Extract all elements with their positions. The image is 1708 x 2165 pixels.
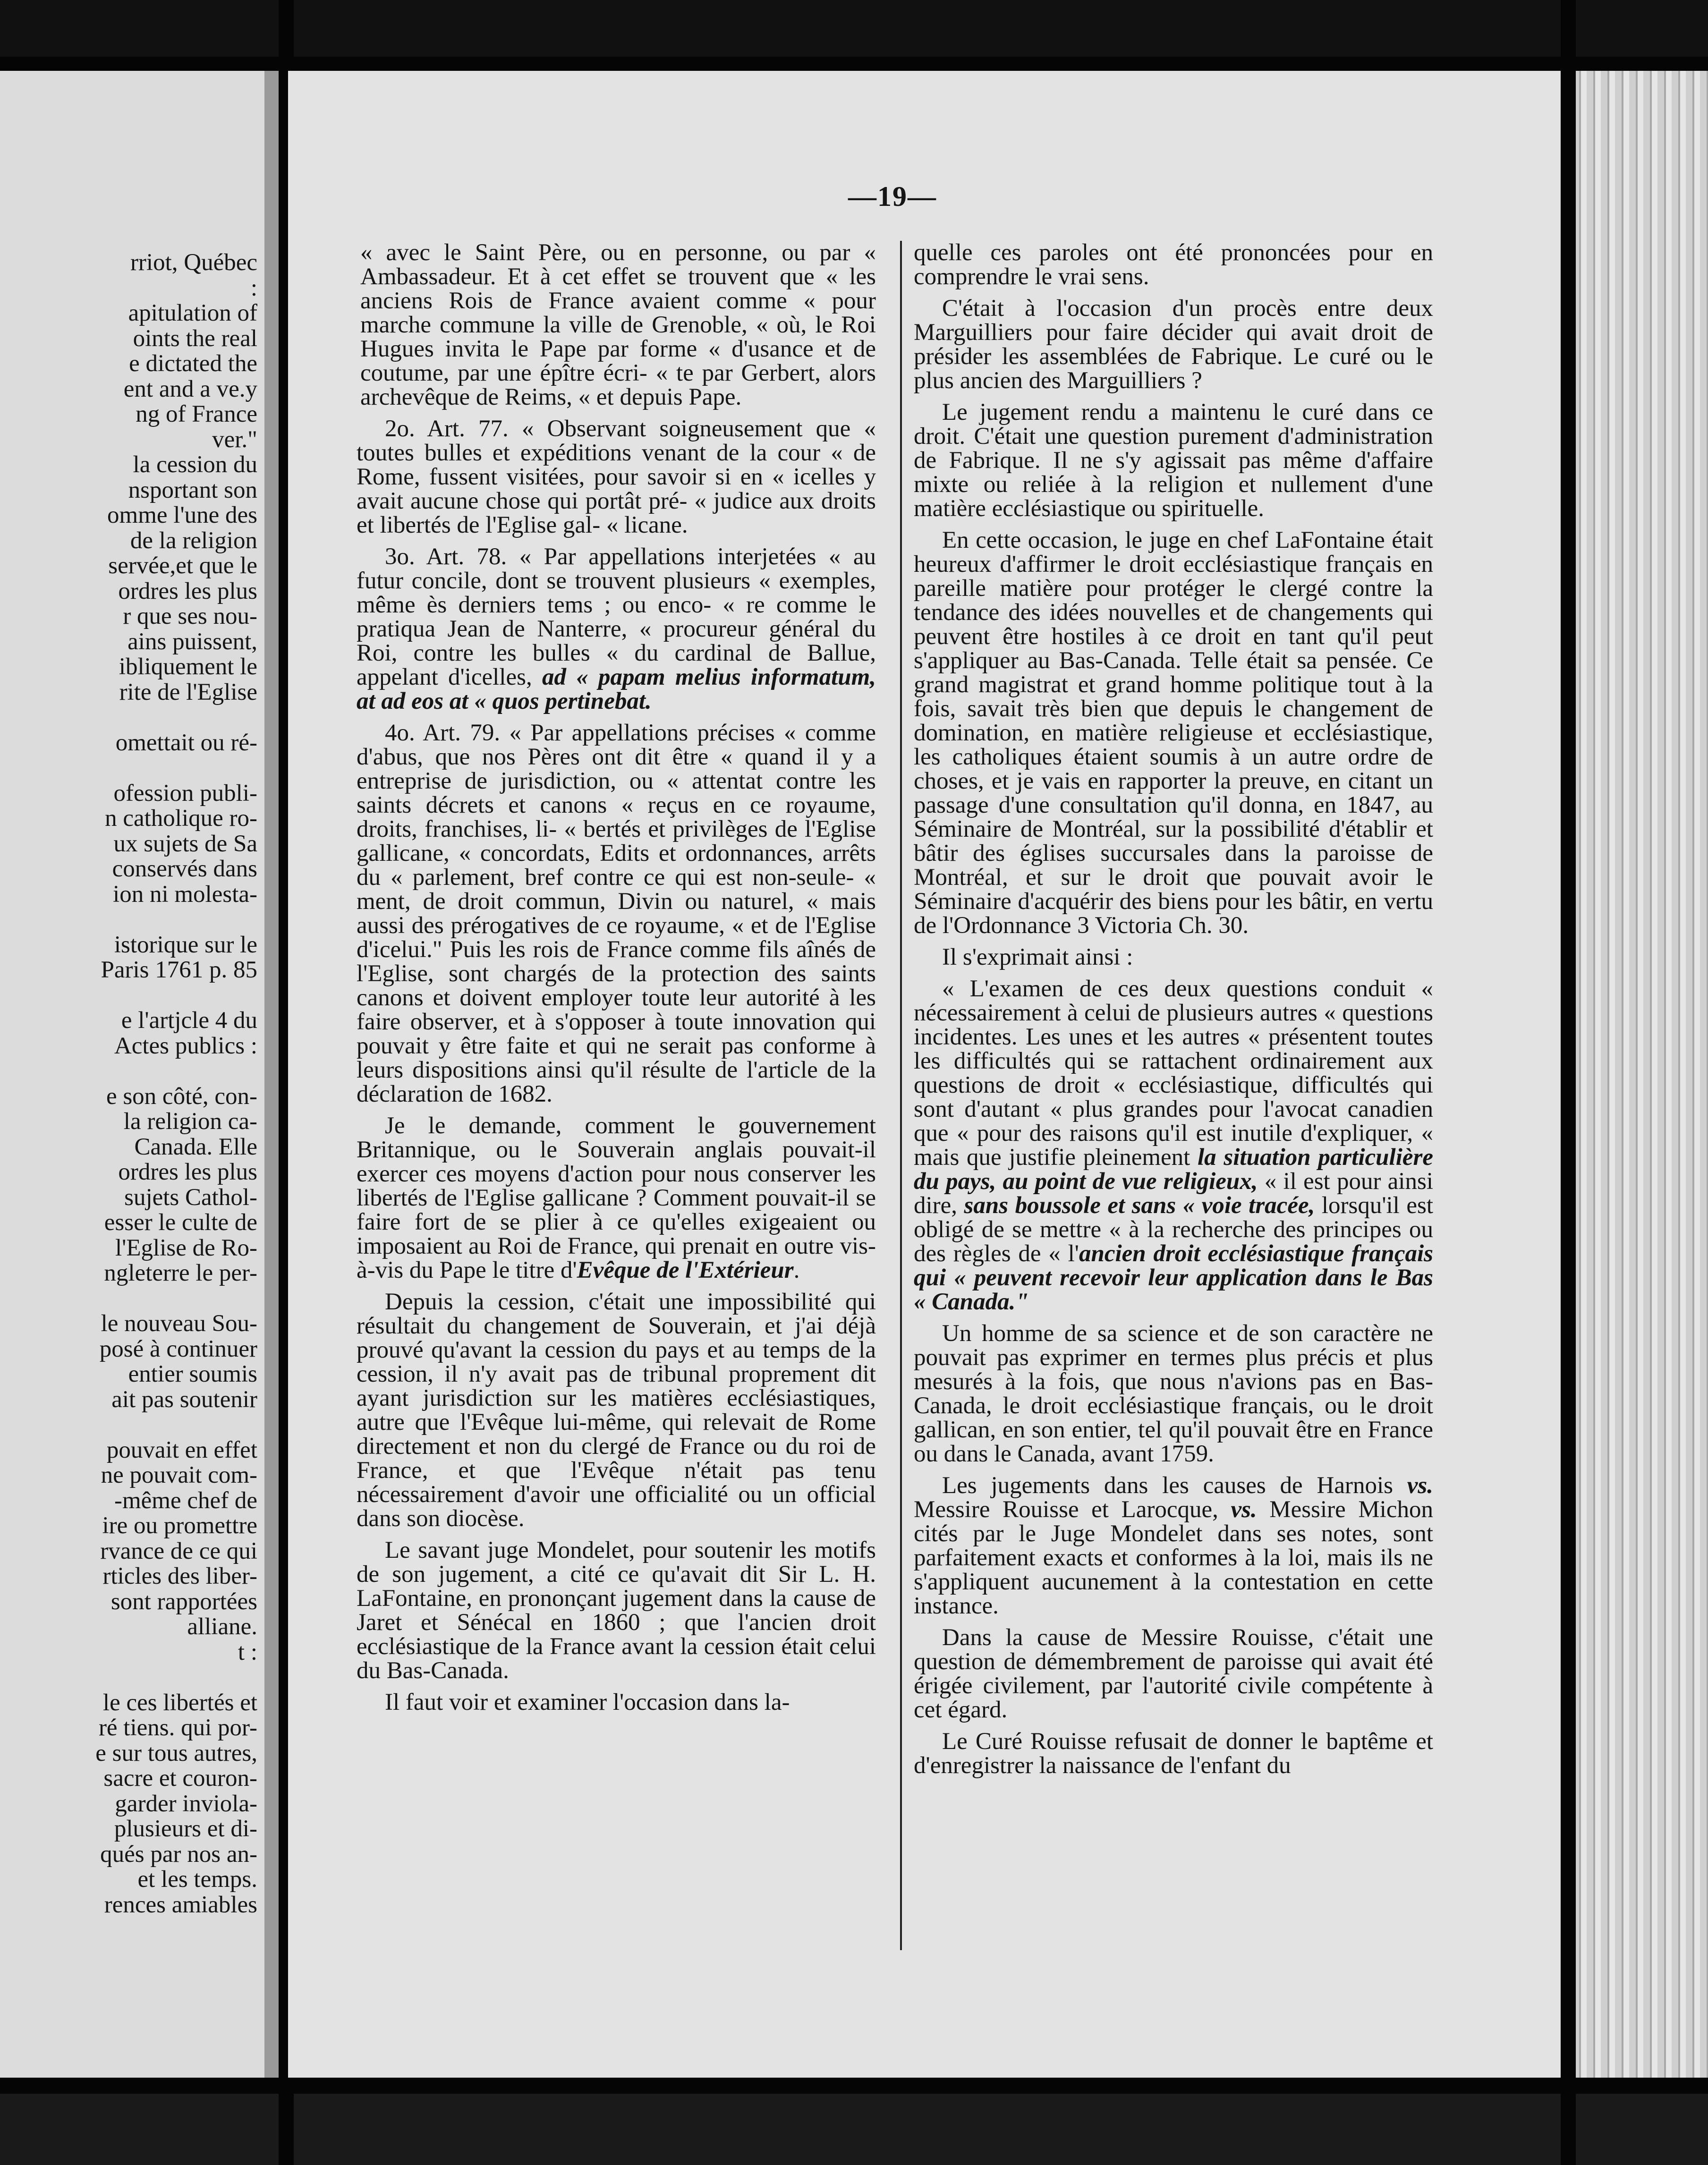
- fragment-line: rite de l'Eglise: [119, 679, 257, 705]
- paragraph: [914, 977, 1433, 1314]
- paragraph: Le jugement rendu a maintenu le curé dans ce droit. C'était une question purement d'administration de Fabrique. Il ne s'y agissait pas même d'affaire mixte ou reliée à la religion et nullement d'une matière ecclésiastique ou spirituelle.: [914, 399, 1433, 522]
- fragment-line: ibliquement le: [119, 654, 257, 680]
- fragment-line: nsportant son: [128, 476, 257, 503]
- fragment-line: e sur tous autres,: [95, 1740, 257, 1766]
- fragment-line: ordres les plus: [118, 577, 257, 604]
- film-frame-divider-right: [1561, 0, 1576, 2165]
- text-run: Messire Rouisse et Larocque,: [914, 1496, 1218, 1523]
- paragraph: « avec le Saint Père, ou en personne, ou par « Ambassadeur. Et à cet effet se trouvent que « les anciens Rois de France avaient comme « pour marche commune la ville de Grenoble, « où, le Roi Hugues invita le Pape par forme « d'usance et de coutume, par une épître écri- « te par Gerbert, alors archevêque de Reims, « et depuis Pape.: [360, 239, 876, 410]
- fragment-line: ng of France: [136, 401, 257, 427]
- fragment-line: istorique sur le: [114, 931, 257, 958]
- fragment-line: pouvait en effet: [106, 1436, 257, 1463]
- fragment-line: ngleterre le per-: [104, 1260, 257, 1286]
- emphasis: vs.: [1407, 1472, 1434, 1499]
- fragment-line: [0, 1665, 257, 1690]
- fragment-line: garder inviola-: [115, 1790, 257, 1817]
- fragment-line: rriot, Québec: [130, 249, 257, 276]
- fragment-line: ordres les plus: [118, 1159, 257, 1185]
- fragment-line: rences amiables: [104, 1891, 257, 1918]
- fragment-line: apitulation of: [128, 300, 257, 326]
- emphasis: la situation particulière du pays, au point de vue religieux,: [914, 1144, 1433, 1195]
- paragraph: Dans la cause de Messire Rouisse, c'était une question de démembrement de paroisse qui avait été érigée civilement, par l'autorité civile compétente à cet égard.: [914, 1624, 1433, 1723]
- fragment-line: ux sujets de Sa: [113, 830, 257, 857]
- text-run: « il est pour ainsi dire,: [914, 1168, 1433, 1219]
- fragment-line: ne pouvait com-: [101, 1462, 257, 1488]
- fragment-line: omettait ou ré-: [115, 729, 257, 756]
- fragment-line: [0, 907, 257, 933]
- emphasis: sans boussole et sans « voie tracée,: [964, 1192, 1315, 1219]
- fragment-line: t :: [238, 1639, 257, 1665]
- fragment-line: ion ni molesta-: [113, 881, 257, 908]
- fragment-line: oints the real: [133, 325, 257, 352]
- fragment-line: e l'artjcle 4 du: [121, 1007, 257, 1034]
- fragment-line: conservés dans: [112, 856, 257, 882]
- film-edge-bottom: [0, 2078, 1708, 2094]
- paragraph: quelle ces paroles ont été prononcées pour en comprendre le vrai sens.: [914, 239, 1433, 290]
- paragraph: [914, 1474, 1433, 1618]
- film-edge-top: [0, 57, 1708, 73]
- fragment-line: et les temps.: [137, 1866, 257, 1893]
- fragment-line: [0, 705, 257, 730]
- paragraph: Depuis la cession, c'était une impossibilité qui résultait du changement de Souverain, et j'ai déjà prouvé qu'avant la cession du pays et au temps de la cession, il n'y avait pas de tribunal proprement dit ayant jurisdiction sur les matières ecclésiastiques, autre que l'Evêque lui-même, qui relevait de Rome directement et non du clergé de France ou du roi de France, et que l'Evêque n'était pas tenu nécessairement d'avoir une officialité ou un official dans son diocèse.: [357, 1289, 876, 1532]
- fragment-line: la religion ca-: [123, 1108, 257, 1135]
- book-page-edges: [1572, 71, 1708, 2078]
- fragment-line: [0, 1286, 257, 1312]
- fragment-line: rticles des liber-: [102, 1563, 257, 1589]
- text-run: Je le demande, comment le gouvernement Britannique, ou le Souverain anglais pouvait-il exercer ces moyens d'action pour nous conserver les libertés de l'Eglise gallicane ? Comment pouvait-il se faire fort de se plier à ce qu'elles exigeaient ou imposaient au Roi de France, qui prenait en outre vis-à-vis du Pape le titre d': [357, 1112, 876, 1283]
- fragment-line: r que ses nou-: [123, 603, 257, 629]
- left-page-fragment: [0, 71, 264, 2078]
- fragment-line: esser le culte de: [104, 1209, 257, 1236]
- fragment-line: le nouveau Sou-: [101, 1310, 257, 1337]
- fragment-line: n catholique ro-: [105, 805, 257, 832]
- fragment-line: ait pas soutenir: [111, 1386, 257, 1413]
- fragment-line: Canada. Elle: [134, 1133, 257, 1160]
- fragment-line: ent and a ve.y: [123, 375, 257, 402]
- fragment-line: alliane.: [187, 1613, 257, 1640]
- text-run: « L'examen de ces deux questions conduit « nécessairement à celui de plusieurs autres « questions incidentes. Les unes et les autres « présentent toutes les difficultés qui se rattachent ordinairement aux questions de droit « ecclésiastique, difficultés qui sont d'autant « plus grandes pour l'avocat canadien que « pour des raisons qu'il est inutile d'expliquer, « mais que justifie pleinement: [914, 976, 1433, 1171]
- paragraph: Il faut voir et examiner l'occasion dans la-: [385, 1689, 790, 1715]
- paragraph: 2o. Art. 77. « Observant soigneusement que « toutes bulles et expéditions venant de la cour « de Rome, fussent visitées, pour savoir si en « icelles y avait aucune chose qui portât pré- « judice aux droits et libertés de l'Eglise gal- « licane.: [357, 416, 876, 538]
- fragment-line: e dictated the: [129, 350, 257, 377]
- paragraph: C'était à l'occasion d'un procès entre deux Marguilliers pour faire décider qui avait droit de présider les assemblées de Fabrique. Le curé ou le plus ancien des Marguilliers ?: [914, 295, 1433, 394]
- fragment-line: omme l'une des: [107, 502, 257, 528]
- fragment-line: -même chef de: [114, 1487, 257, 1514]
- fragment-line: servée,et que le: [108, 552, 257, 579]
- fragment-line: :: [250, 274, 257, 301]
- fragment-line: sont rapportées: [110, 1588, 257, 1615]
- column-rule: [900, 241, 902, 1950]
- text-run: Les jugements dans les causes de Harnois: [942, 1472, 1393, 1499]
- fragment-line: ver.": [212, 426, 257, 453]
- text-run: .: [793, 1257, 800, 1283]
- fragment-line: sujets Cathol-: [124, 1184, 257, 1211]
- text-run: lorsqu'il est obligé de se mettre « à la recherche des principes ou des règles de « l': [914, 1192, 1433, 1267]
- paragraph: 4o. Art. 79. « Par appellations précises « comme d'abus, que nos Pères ont dit être « quand il y a entreprise de jurisdiction, ou « attentat contre les saints décrets et canons « reçus en ce royaume, droits, franchises, li- « bertés et privilèges de l'Eglise gallicane, « concordats, Edits et ordonnances, arrêts du « parlement, bref contre ce qui est non-seule- « ment, de droit commun, Divin ou naturel, « mais aussi des prérogatives de ce royaume, « et de l'Eglise d'icelui." Puis les rois de France comme fils aînés de l'Eglise, sont chargés de la protection des saints canons et doivent employer toute leur autorité à les faire observer, et à s'opposer à toute innovation qui pouvait y être faite et qui ne serait pas conforme à leurs dispositions ainsi qu'il résulte de l'article de la déclaration de 1682.: [357, 720, 876, 1107]
- fragment-line: qués par nos an-: [100, 1841, 257, 1868]
- fragment-line: de la religion: [130, 527, 257, 554]
- fragment-line: Paris 1761 p. 85: [101, 957, 257, 983]
- paragraph: Le Curé Rouisse refusait de donner le baptême et d'enregistrer la naissance de l'enfant du: [914, 1728, 1433, 1779]
- fragment-line: l'Eglise de Ro-: [115, 1234, 257, 1261]
- fragment-line: [0, 1412, 257, 1438]
- paragraph: Le savant juge Mondelet, pour soutenir les motifs de son jugement, a cité ce qu'avait dit Sir L. H. LaFontaine, en prononçant jugement dans la cause de Jaret et Sénécal en 1860 ; que l'ancien droit ecclésiastique de la France avant la cession était celui du Bas-Canada.: [357, 1537, 876, 1684]
- fragment-line: sacre et couron-: [103, 1765, 257, 1791]
- fragment-line: Actes publics :: [114, 1032, 257, 1059]
- fragment-line: la cession du: [133, 451, 257, 478]
- fragment-line: ofession publi-: [113, 780, 257, 807]
- fragment-line: le ces libertés et: [102, 1689, 257, 1716]
- fragment-line: ire ou promettre: [102, 1512, 257, 1539]
- emphasis: ancien droit ecclésiastique français qui « peuvent recevoir leur application dans le Bas « Canada.": [914, 1240, 1433, 1315]
- fragment-line: plusieurs et di-: [114, 1816, 257, 1842]
- fragment-line: posé à continuer: [99, 1335, 257, 1362]
- paragraph: Un homme de sa science et de son caractère ne pouvait pas exprimer en termes plus précis et plus mesurés à la fois, que nous n'avions pas en Bas-Canada, le droit ecclésiastique français, ou le droit gallican, en son entier, tel qu'il pouvait être en France ou dans le Canada, avant 1759.: [914, 1320, 1433, 1467]
- fragment-line: e son côté, con-: [106, 1083, 257, 1110]
- paragraph: Il s'exprimait ainsi :: [942, 944, 1133, 970]
- fragment-line: [0, 756, 257, 781]
- fragment-line: [0, 1059, 257, 1084]
- left-page-text: [0, 250, 257, 1918]
- fragment-line: rvance de ce qui: [100, 1537, 257, 1564]
- text-run: 3o. Art. 78. « Par appellations interjetées « au futur concile, dont se trouvent plusieurs « exemples, même ès derniers tems ; ou enco- « re comme le pratiqua Jean de Nanterre, « procureur général du Roi, contre les bulles « du cardinal de Ballue, appelant d'icelles,: [357, 543, 876, 690]
- emphasis: vs.: [1231, 1496, 1257, 1523]
- fragment-line: ré tiens. qui por-: [98, 1715, 257, 1741]
- fragment-line: [0, 983, 257, 1009]
- page-number: —19—: [848, 181, 937, 212]
- fragment-line: entier soumis: [128, 1361, 257, 1387]
- latin-quote: ad « papam melius informatum, at ad eos at « quos pertinebat.: [357, 664, 876, 714]
- text-column-left: [357, 241, 876, 1722]
- paragraph: [357, 1114, 876, 1282]
- text-run: Messire Michon cités par le Juge Mondelet dans ses notes, sont parfaitement exacts et conformes à la loi, mais ils ne s'appliquent aucunement à la contestation en cette instance.: [914, 1496, 1433, 1619]
- fragment-line: ains puissent,: [127, 628, 257, 655]
- title-emphasis: Evêque de l'Extérieur: [577, 1257, 794, 1283]
- paragraph: [357, 545, 876, 713]
- paragraph: En cette occasion, le juge en chef LaFontaine était heureux d'affirmer le droit ecclésiastique français en pareille matière pour protéger le clergé contre la tendance des idées nouvelles et de changements qui peuvent être hostiles à ce droit en tant qu'il peut s'appliquer au Bas-Canada. Telle était sa pensée. Ce grand magistrat et grand homme politique tout à la fois, savait très bien que depuis le changement de domination, en matière religieuse et ecclésiastique, les catholiques étaient soumis à un autre ordre de choses, et je vais en rapporter la preuve, en citant un passage d'une consultation qu'il donna, en 1847, au Séminaire de Montréal, sur la possibilité d'établir et bâtir des églises succursales dans la paroisse de Montréal, et sur le droit que pouvait avoir le Séminaire d'acquérir des biens pour les bâtir, en vertu de l'Ordonnance 3 Victoria Ch. 30.: [914, 527, 1433, 939]
- text-column-right: [914, 241, 1433, 1785]
